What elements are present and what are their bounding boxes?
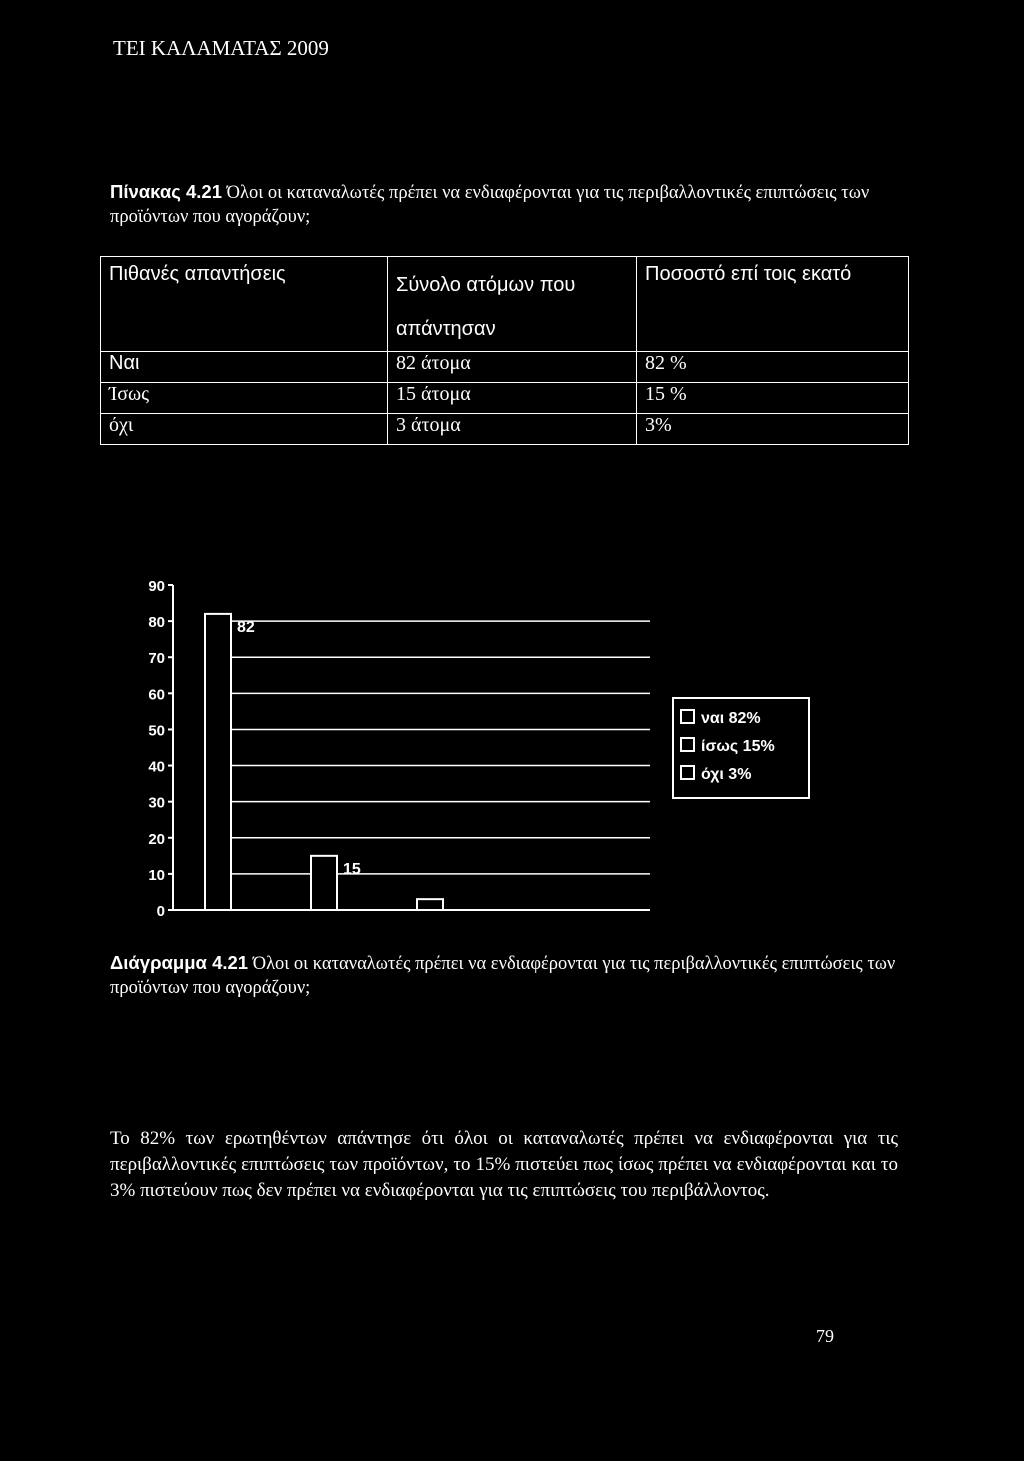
- chart-caption-text: Όλοι οι καταναλωτές πρέπει να ενδιαφέρονται για τις περιβαλλοντικές επιπτώσεις των προϊόντων που αγοράζουν;: [110, 954, 896, 998]
- legend-entry: όχι 3%: [701, 766, 752, 783]
- bar-ναι: [205, 614, 231, 910]
- bar-ίσως: [311, 856, 337, 910]
- table-row: [101, 414, 909, 445]
- y-tick-label: 0: [156, 903, 165, 920]
- body-paragraph: Το 82% των ερωτηθέντων απάντησε ότι όλοι οι καταναλωτές πρέπει να ενδιαφέρονται για τις περιβαλλοντικές επιπτώσεις των προϊόντων, το 15% πιστεύει πως ίσως πρέπει να ενδιαφέρονται και το 3% πιστεύουν πως δεν πρέπει να ενδιαφέρονται για τις επιπτώσεις του περιβάλλοντος.: [110, 1128, 898, 1201]
- legend-swatch: [681, 710, 694, 723]
- y-tick-label: 50: [148, 722, 165, 740]
- bar-όχι: [417, 899, 443, 910]
- chart-caption-label: Διάγραμμα 4.21: [110, 952, 249, 973]
- table-caption: [110, 180, 910, 229]
- y-tick-label: 10: [148, 866, 165, 884]
- table-caption-text: Όλοι οι καταναλωτές πρέπει να ενδιαφέρονται για τις περιβαλλοντικές επιπτώσεις των προϊόντων που αγοράζουν;: [110, 183, 870, 227]
- legend-entry: ναι 82%: [701, 710, 761, 727]
- y-tick-label: 40: [148, 758, 165, 776]
- chart-caption: [110, 951, 910, 1000]
- data-label: 82: [237, 618, 255, 636]
- cell-count: 82 άτομα: [388, 352, 637, 383]
- page-header: ΤΕΙ ΚΑΛΑΜΑΤΑΣ 2009: [113, 36, 329, 60]
- cell-answer: Ίσως: [101, 383, 388, 414]
- responses-table: [100, 256, 909, 445]
- responses-bar-chart: [0, 560, 1024, 940]
- cell-percent: 15 %: [637, 383, 909, 414]
- y-tick-label: 30: [148, 794, 165, 812]
- y-tick-label: 90: [148, 578, 165, 595]
- header-cell-percent: Ποσοστό επί τοις εκατό: [637, 257, 909, 352]
- legend-swatch: [681, 738, 694, 751]
- cell-percent: 82 %: [637, 352, 909, 383]
- header-cell-answers: Πιθανές απαντήσεις: [101, 257, 388, 352]
- cell-answer: Ναι: [101, 352, 388, 383]
- y-tick-label: 60: [148, 686, 165, 704]
- cell-answer: όχι: [101, 414, 388, 445]
- table-row: [101, 352, 909, 383]
- table-caption-label: Πίνακας 4.21: [110, 181, 223, 202]
- page-number: 79: [816, 1326, 834, 1346]
- cell-count: 3 άτομα: [388, 414, 637, 445]
- legend-swatch: [681, 766, 694, 779]
- cell-percent: 3%: [637, 414, 909, 445]
- table-row: [101, 383, 909, 414]
- table-header-row: [101, 257, 909, 352]
- y-tick-label: 80: [148, 614, 165, 632]
- cell-count: 15 άτομα: [388, 383, 637, 414]
- y-tick-label: 70: [148, 650, 165, 668]
- legend-entry: ίσως 15%: [701, 738, 775, 755]
- y-tick-label: 20: [148, 830, 165, 848]
- data-label: 15: [343, 860, 361, 878]
- header-cell-total: Σύνολο ατόμων που απάντησαν: [388, 257, 637, 352]
